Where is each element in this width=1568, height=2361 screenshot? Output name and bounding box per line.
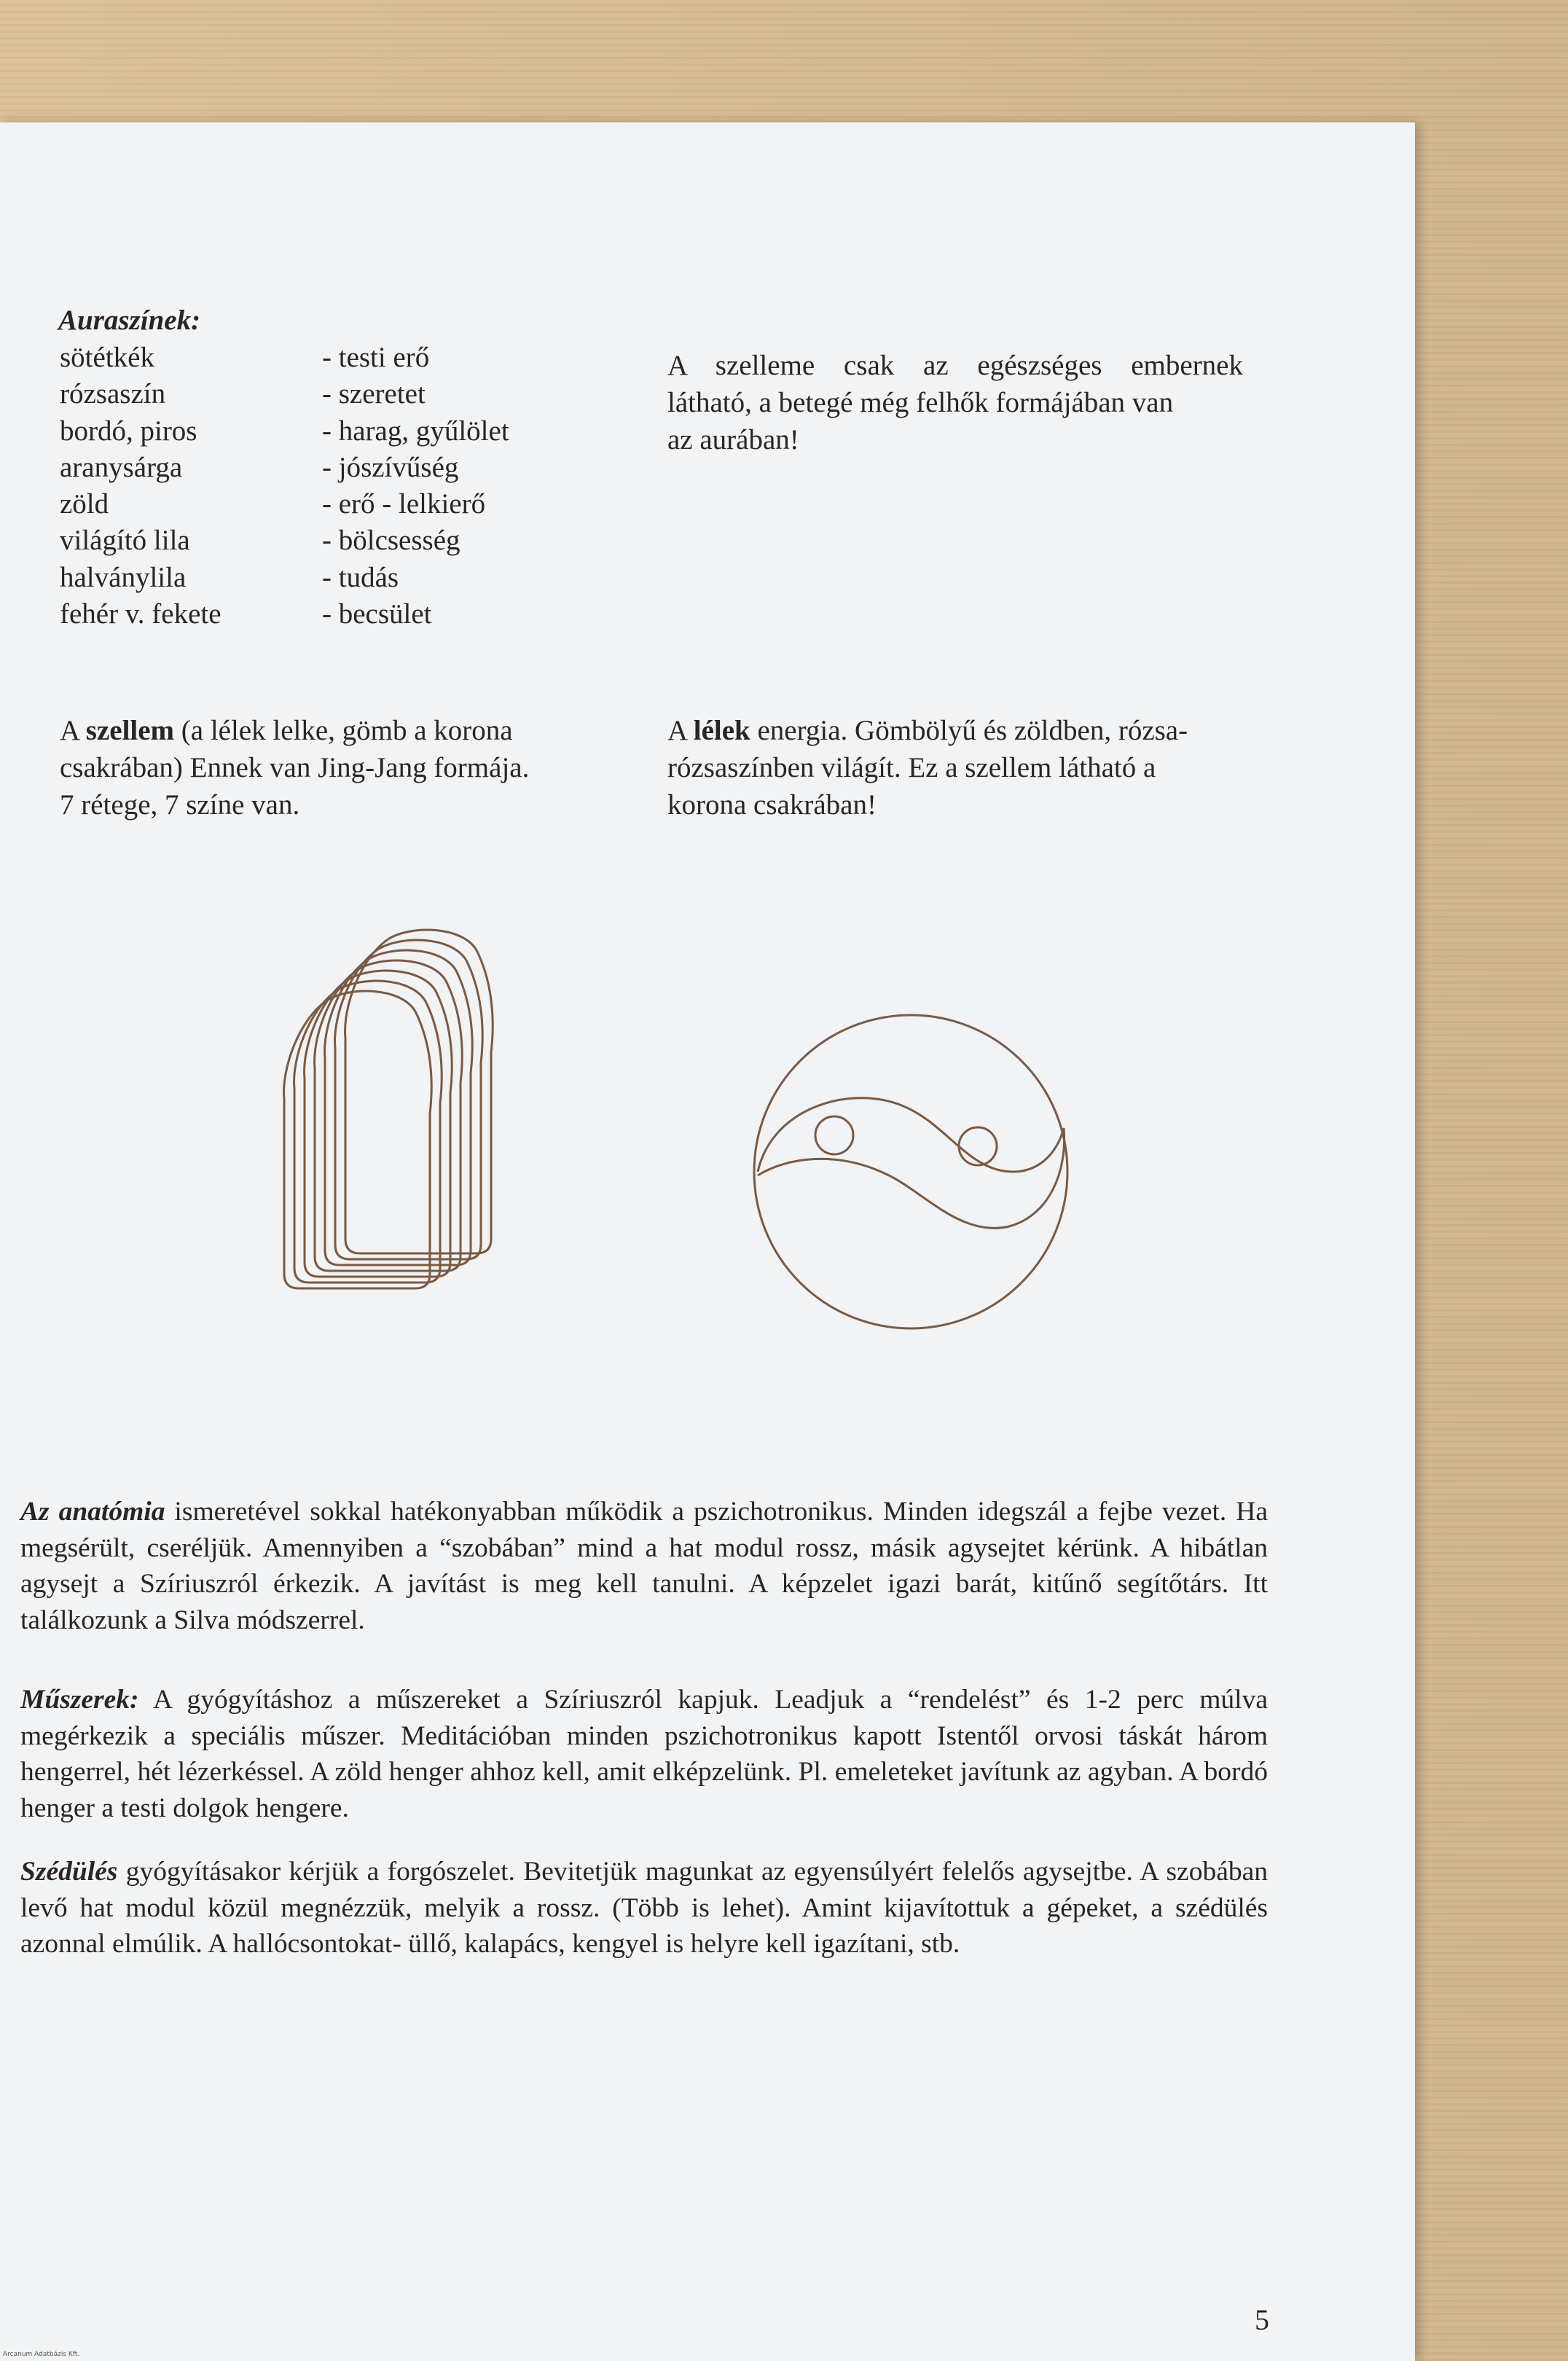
anatomia-text: ismeretével sokkal hatékonyabban működik a pszichotronikus. Minden idegszál a fejbe vezet. Ha megsérült, cseréljük. Amennyiben a “szobában” mind a hat modul rossz, másik agysejtet kérünk. A hibátlan agysejt a Szíriuszról érkezik. A javítást is meg kell tanulni. A képzelet igazi barát, kitűnő segítőtárs. Itt találkozunk a Silva módszerrel. [20,1497,1269,1635]
page-number: 5 [1255,2303,1269,2336]
anatomia-lead: Az anatómia [20,1497,165,1527]
szellem-line1: (a lélek lelke, gömb a korona [174,715,513,746]
aura-meaning: - bölcsesség [322,525,460,557]
aura-color: halványlila [60,561,187,593]
lelek-prefix: A [667,715,694,746]
muszerek-lead: Műszerek: [20,1685,139,1715]
aura-meaning: - harag, gyűlölet [322,415,509,447]
aura-heading: Auraszínek: [58,305,201,336]
szellem-line3: 7 rétege, 7 színe van. [60,789,300,821]
aura-color: sötétkék [60,342,154,373]
anatomia-paragraph [20,1494,1268,1638]
document-page [0,122,1415,2361]
szellem-line2: csakrában) Ennek van Jing-Jang formája. [60,752,530,783]
yin-yang-wave [758,1098,1065,1229]
lelek-paragraph [667,712,1250,823]
aura-color: bordó, piros [60,415,197,447]
aura-note-line: látható, a betegé még felhők formájában van [667,387,1174,418]
aura-note-line: az aurában! [667,424,799,455]
lelek-line3: korona csakrában! [667,789,877,821]
aura-meaning: - szeretet [322,378,426,410]
szedules-paragraph [20,1854,1268,1962]
szellem-paragraph [60,712,614,823]
muszerek-text: A gyógyításhoz a műszereket a Szíriuszról kapjuk. Leadjuk a “rendelést” és 1-2 perc múlva megérkezik a speciális műszer. Meditációban minden pszichotronikus kapott Istentől orvosi táskát három hengerrel, hét lézerkéssel. A zöld henger ahhoz kell, amit elképzelünk. Pl. emeleteket javítunk az agyban. A bordó henger a testi dolgok hengere. [20,1685,1268,1823]
aura-color-list [60,340,222,633]
aura-color: zöld [60,488,109,520]
aura-note-line: A szelleme csak az egészséges embernek [667,350,1243,381]
aura-color: aranysárga [60,451,183,483]
lelek-term: lélek [693,715,750,746]
lelek-line2: rózsaszínben világít. Ez a szellem látható a [667,752,1156,783]
aura-meaning: - erő - lelkierő [322,488,486,520]
arch-layer [284,991,432,1288]
spirit-layers-figure [277,917,554,1347]
aura-meaning-list [322,340,509,633]
aura-note [667,347,1243,458]
yin-yang-figure [743,1004,1078,1339]
yin-yang-left-dot [815,1116,853,1154]
aura-meaning: - testi erő [322,342,430,373]
arch-layer [294,981,442,1283]
aura-color: rózsaszín [60,378,166,410]
footer-stamp: Arcanum Adatbázis Kft. [3,2351,80,2358]
muszerek-paragraph [20,1682,1268,1826]
aura-color: fehér v. fekete [60,598,222,630]
szedules-text: gyógyításakor kérjük a forgószelet. Bevitetjük magunkat az egyensúlyért felelős agysejtbe. A szobában levő hat modul közül megnézzük, melyik a rossz. (Több is lehet). Amint kijavítottuk a gépeket, a szédülés azonnal elmúlik. A hallócsontokat- üllő, kalapács, kengyel is helyre kell igazítani, stb. [20,1857,1268,1959]
szellem-term: szellem [85,715,175,746]
aura-meaning: - becsület [322,598,432,630]
lelek-line1: energia. Gömbölyű és zöldben, rózsa- [750,715,1188,746]
szedules-lead: Szédülés [20,1857,118,1887]
aura-color: világító lila [60,525,190,557]
aura-meaning: - jószívűség [322,451,459,483]
szellem-prefix: A [60,715,86,746]
aura-meaning: - tudás [322,561,399,593]
